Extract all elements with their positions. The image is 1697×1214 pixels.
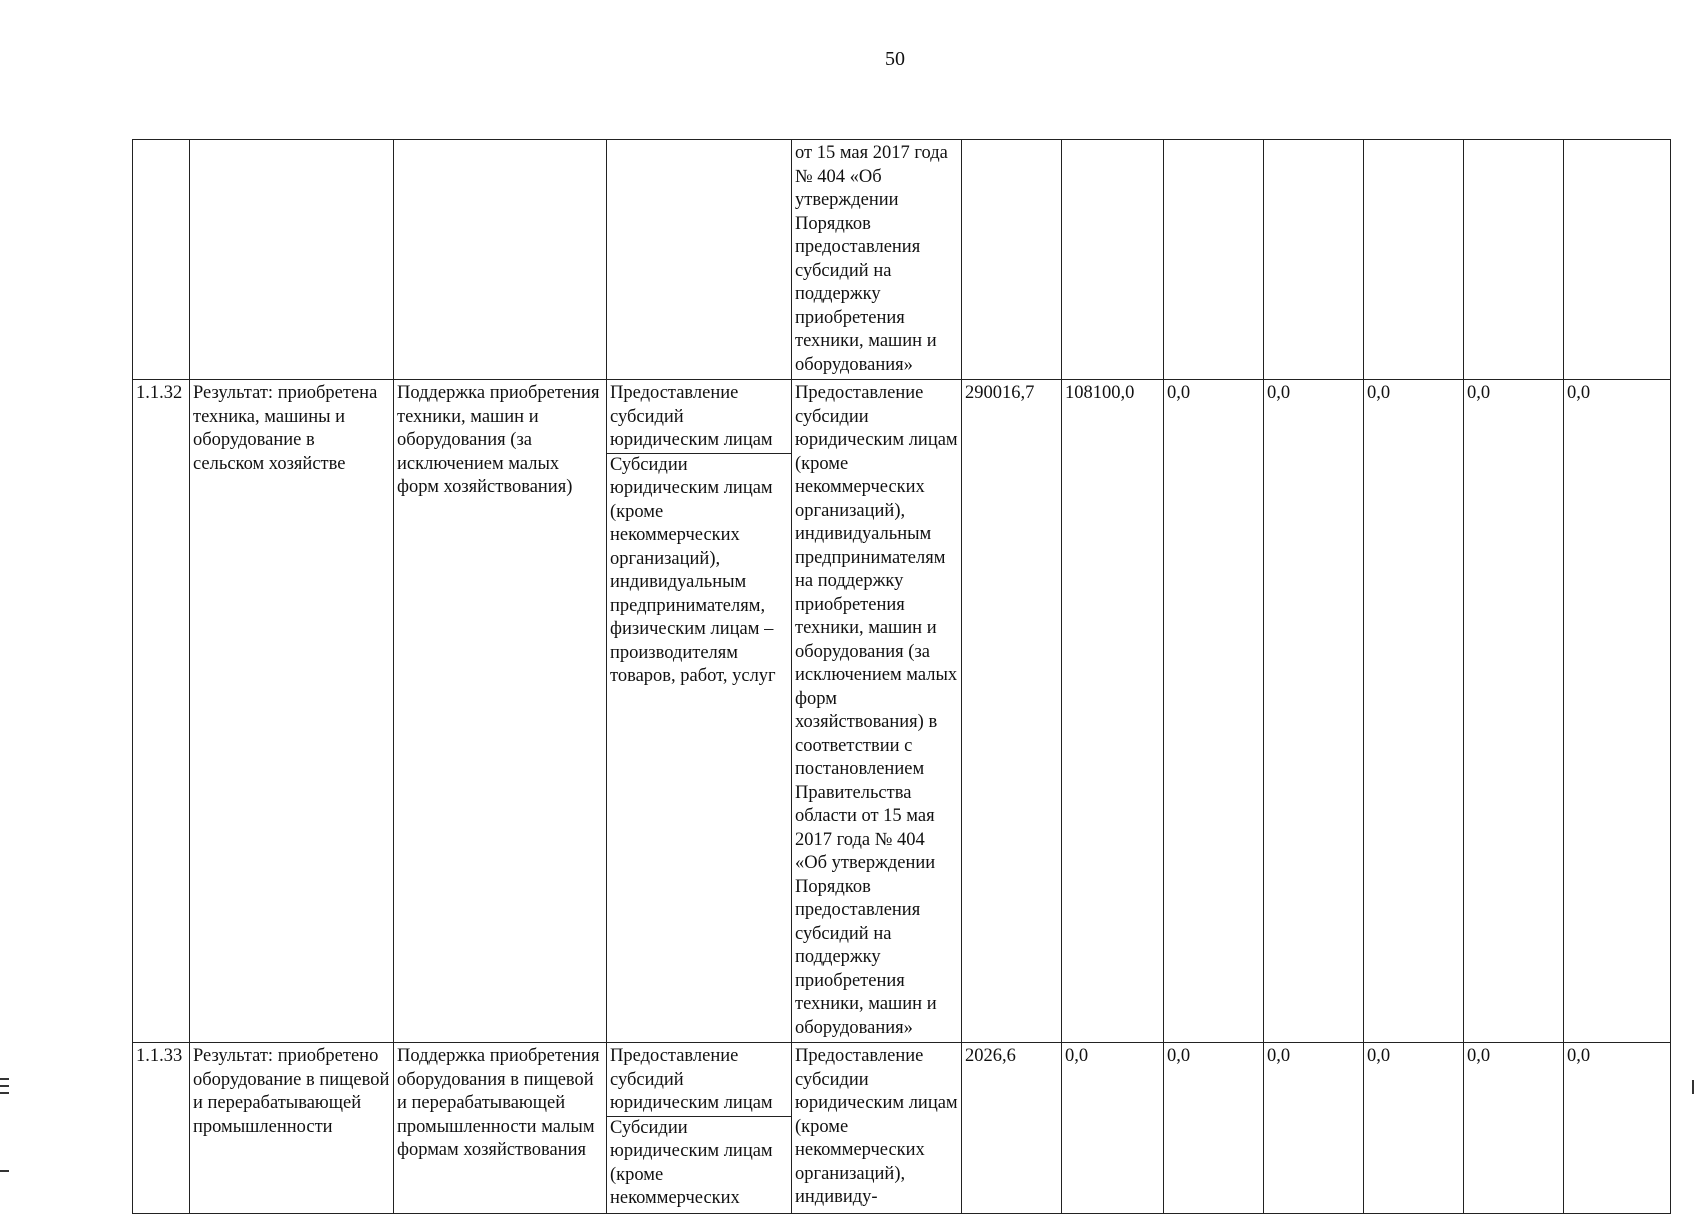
program-table bbox=[132, 139, 1671, 1214]
value-cell: 0,0 bbox=[1564, 380, 1671, 1043]
form-detail: Субсидии юридическим лицам (кроме некоммерческих организаций), индивидуальным предпринимателям, физическим лицам – производителям товаров, работ, услуг bbox=[610, 454, 776, 686]
basis-cell: Предоставление субсидии юридическим лицам (кроме некоммерческих организаций), индивиду- bbox=[792, 1043, 962, 1214]
value-cell bbox=[1464, 140, 1564, 380]
value-cell: 0,0 bbox=[1164, 380, 1264, 1043]
result-cell bbox=[190, 140, 394, 380]
value-cell: 0,0 bbox=[1464, 380, 1564, 1043]
form-header: Предоставление субсидий юридическим лицам bbox=[607, 382, 791, 454]
value-cell: 0,0 bbox=[1164, 1043, 1264, 1214]
basis-cell: Предоставление субсидии юридическим лицам (кроме некоммерческих организаций), индивидуальным предпринимателям на поддержку приобретения техники, машин и оборудования (за исключением малых форм хозяйствования) в соответствии с постановлением Правительства области от 15 мая 2017 года № 404 «Об утверждении Порядков предоставления субсидий на поддержку приобретения техники, машин и оборудования» bbox=[792, 380, 962, 1043]
row-number-cell: 1.1.33 bbox=[133, 1043, 190, 1214]
scan-margin-mark bbox=[0, 1092, 9, 1094]
page-number: 50 bbox=[885, 48, 905, 70]
result-cell: Результат: приобретено оборудование в пищевой и перерабатывающей промышленности bbox=[190, 1043, 394, 1214]
value-cell bbox=[1364, 140, 1464, 380]
row-number-cell: 1.1.32 bbox=[133, 380, 190, 1043]
scan-margin-mark bbox=[0, 1085, 9, 1087]
value-cell bbox=[1564, 140, 1671, 380]
scan-margin-mark bbox=[1692, 1080, 1694, 1094]
measure-cell: Поддержка приобретения техники, машин и оборудования (за исключением малых форм хозяйствования) bbox=[394, 380, 607, 1043]
value-cell: 290016,7 bbox=[962, 380, 1062, 1043]
value-cell bbox=[1062, 140, 1164, 380]
form-detail: Субсидии юридическим лицам (кроме некоммерческих bbox=[610, 1117, 773, 1208]
value-cell bbox=[1264, 140, 1364, 380]
table-row bbox=[133, 140, 1671, 380]
value-cell: 0,0 bbox=[1264, 380, 1364, 1043]
scan-margin-mark bbox=[0, 1170, 9, 1172]
result-cell: Результат: приобретена техника, машины и оборудование в сельском хозяйстве bbox=[190, 380, 394, 1043]
value-cell: 0,0 bbox=[1264, 1043, 1364, 1214]
form-header: Предоставление субсидий юридическим лицам bbox=[607, 1045, 791, 1117]
form-cell bbox=[607, 380, 792, 1043]
value-cell bbox=[1164, 140, 1264, 380]
value-cell: 0,0 bbox=[1464, 1043, 1564, 1214]
value-cell: 2026,6 bbox=[962, 1043, 1062, 1214]
basis-cell: от 15 мая 2017 года № 404 «Об утверждении Порядков предоставления субсидий на поддержку приобретения техники, машин и оборудования» bbox=[792, 140, 962, 380]
table-row bbox=[133, 380, 1671, 1043]
value-cell bbox=[962, 140, 1062, 380]
form-cell bbox=[607, 1043, 792, 1214]
value-cell: 108100,0 bbox=[1062, 380, 1164, 1043]
scan-margin-mark bbox=[0, 1078, 9, 1080]
value-cell: 0,0 bbox=[1564, 1043, 1671, 1214]
table-row bbox=[133, 1043, 1671, 1214]
measure-cell bbox=[394, 140, 607, 380]
value-cell: 0,0 bbox=[1062, 1043, 1164, 1214]
value-cell: 0,0 bbox=[1364, 380, 1464, 1043]
measure-cell: Поддержка приобретения оборудования в пищевой и перерабатывающей промышленности малым формам хозяйствования bbox=[394, 1043, 607, 1214]
form-cell bbox=[607, 140, 792, 380]
row-number-cell bbox=[133, 140, 190, 380]
value-cell: 0,0 bbox=[1364, 1043, 1464, 1214]
